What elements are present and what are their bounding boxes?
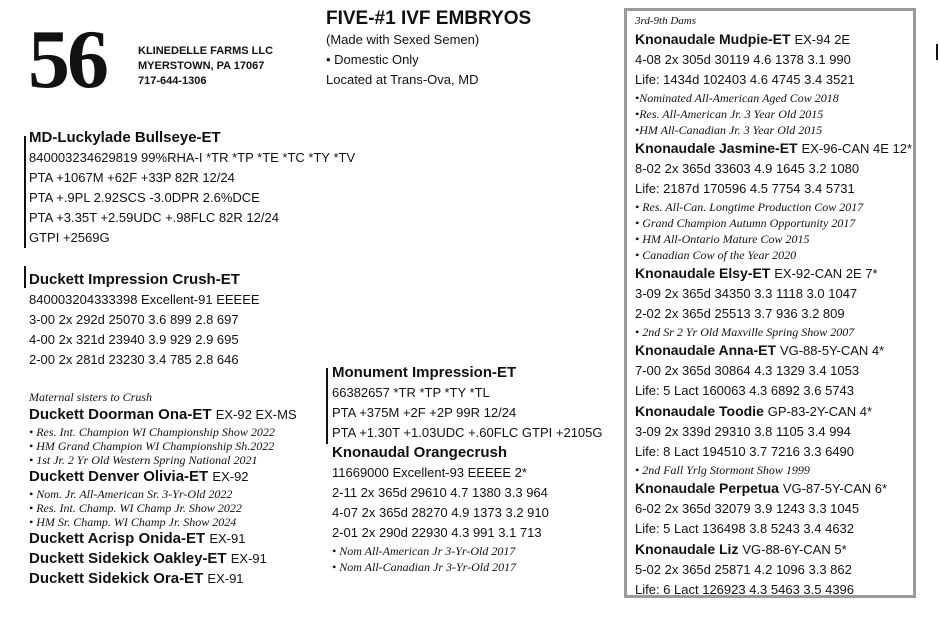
dam-entry-name-text: Knonaudale Elsy-ET	[635, 265, 771, 281]
sister-name-text: Duckett Acrisp Onida-ET	[29, 530, 206, 547]
dam-entry-line: 4-08 2x 305d 30119 4.6 1378 3.1 990	[635, 52, 851, 67]
dam-entry-name	[635, 478, 909, 499]
grandsire-block	[332, 363, 603, 443]
dam-entry-line: Life: 8 Lact 194510 3.7 7216 3.3 6490	[635, 444, 855, 459]
dams-heading: 3rd-9th Dams	[635, 15, 697, 27]
dam-entry-line: Life: 5 Lact 160063 4.3 6892 3.6 5743	[635, 383, 855, 398]
dam-entry-line: Life: 6 Lact 126923 4.3 5463 3.5 4396	[635, 582, 855, 597]
dam-entry-classification: EX-92-CAN 2E 7*	[774, 266, 878, 281]
granddam-note: • Nom All-Canadian Jr 3-Yr-Old 2017	[332, 560, 517, 574]
sire-block	[29, 128, 355, 248]
offer-line: • Domestic Only	[326, 52, 419, 67]
sire-name: MD-Luckylade Bullseye-ET	[29, 129, 221, 146]
sister-note: • Res. Int. Champ. WI Champ Jr. Show 2022	[29, 501, 242, 515]
sister-note: • 1st Jr. 2 Yr Old Western Spring National 2021	[29, 453, 258, 467]
dam-entry-name	[635, 263, 909, 284]
sister-name	[29, 529, 297, 549]
farm-phone: 717-644-1306	[138, 75, 207, 87]
dam-entry-note: •Res. All-American Jr. 3 Year Old 2015	[635, 107, 824, 121]
dam-entry-line: 6-02 2x 365d 32079 3.9 1243 3.3 1045	[635, 501, 860, 516]
sister-name-text: Duckett Sidekick Ora-ET	[29, 570, 204, 587]
sister-note: • HM Sr. Champ. WI Champ Jr. Show 2024	[29, 515, 237, 529]
dam-entry-classification: VG-87-5Y-CAN 6*	[782, 481, 888, 496]
dam-entry-line: 2-02 2x 365d 25513 3.7 936 3.2 809	[635, 306, 845, 321]
farm-name: KLINEDELLE FARMS LLC	[138, 45, 274, 57]
sire-line: 840003234629819 99%RHA-I *TR *TP *TE *TC *TY *TV	[29, 150, 356, 165]
dams-box	[624, 8, 916, 598]
edge-mark	[936, 44, 938, 60]
sister-name	[29, 569, 297, 589]
sire-line: PTA +3.35T +2.59UDC +.98FLC 82R 12/24	[29, 210, 279, 225]
dam-entry-note: • Grand Champion Autumn Opportunity 2017	[635, 216, 856, 230]
granddam-name: Knonaudal Orangecrush	[332, 444, 508, 461]
dam-entry-classification: EX-96-CAN 4E 12*	[801, 141, 913, 156]
dam-entry-name	[635, 138, 913, 159]
sister-note: • Nom. Jr. All-American Sr. 3-Yr-Old 2022	[29, 487, 233, 501]
dam-line: 4-00 2x 321d 23940 3.9 929 2.9 695	[29, 332, 239, 347]
dam-name: Duckett Impression Crush-ET	[29, 271, 240, 288]
sister-name-text: Duckett Denver Olivia-ET	[29, 468, 209, 485]
dam-entry-note: • 2nd Fall Yrlg Stormont Show 1999	[635, 463, 810, 477]
dam-line: 840003204333398 Excellent-91 EEEEE	[29, 292, 260, 307]
offer-line: (Made with Sexed Semen)	[326, 32, 480, 47]
dam-entry-line: Life: 5 Lact 136498 3.8 5243 3.4 4632	[635, 521, 855, 536]
dam-entry-name	[635, 539, 909, 560]
offer-block	[326, 8, 531, 90]
granddam-line: 2-01 2x 290d 22930 4.3 991 3.1 713	[332, 525, 542, 540]
dam-entry-name-text: Knonaudale Jasmine-ET	[635, 140, 798, 156]
dam-entry-note: • Canadian Cow of the Year 2020	[635, 248, 797, 262]
dam-entry-name-text: Knonaudale Liz	[635, 541, 739, 557]
sister-name	[29, 549, 297, 569]
grandsire-line: PTA +1.30T +1.03UDC +.60FLC GTPI +2105G	[332, 425, 603, 440]
granddam-line: 4-07 2x 365d 28270 4.9 1373 3.2 910	[332, 505, 549, 520]
sister-classification: EX-92	[212, 469, 249, 484]
granddam-line: 11669000 Excellent-93 EEEEE 2*	[332, 465, 527, 480]
grandsire-line: 66382657 *TR *TP *TY *TL	[332, 385, 490, 400]
granddam-note: • Nom All-American Jr 3-Yr-Old 2017	[332, 544, 516, 558]
dam-entry-name-text: Knonaudale Perpetua	[635, 480, 779, 496]
dam-entry-name	[635, 401, 909, 422]
dam-entry-note: •Nominated All-American Aged Cow 2018	[635, 91, 839, 105]
sister-note: • Res. Int. Champion WI Championship Show 2022	[29, 425, 275, 439]
sire-line: PTA +.9PL 2.92SCS -3.0DPR 2.6%DCE	[29, 190, 260, 205]
dam-entry-note: • HM All-Ontario Mature Cow 2015	[635, 232, 810, 246]
dam-entry-line: 3-09 2x 365d 34350 3.3 1118 3.0 1047	[635, 286, 858, 301]
granddam-line: 2-11 2x 365d 29610 4.7 1380 3.3 964	[332, 485, 548, 500]
dam-line: 3-00 2x 292d 25070 3.6 899 2.8 697	[29, 312, 239, 327]
sister-classification: EX-92 EX-MS	[215, 407, 297, 422]
sire-line: PTA +1067M +62F +33P 82R 12/24	[29, 170, 235, 185]
dam-line: 2-00 2x 281d 23230 3.4 785 2.8 646	[29, 352, 239, 367]
dam-entry-name	[635, 340, 909, 361]
section-rule	[24, 266, 26, 288]
dam-entry-classification: EX-94 2E	[794, 32, 851, 47]
dam-entry-line: 5-02 2x 365d 25871 4.2 1096 3.3 862	[635, 562, 852, 577]
sister-name-text: Duckett Sidekick Oakley-ET	[29, 550, 227, 567]
dam-entry-name-text: Knonaudale Mudpie-ET	[635, 31, 791, 47]
dam-entry-note: • Res. All-Can. Longtime Production Cow 2017	[635, 200, 864, 214]
sister-classification: EX-91	[230, 551, 267, 566]
dam-entry-classification: VG-88-6Y-CAN 5*	[742, 542, 847, 557]
offer-line: Located at Trans-Ova, MD	[326, 72, 479, 87]
sisters-block	[29, 389, 297, 589]
sire-line: GTPI +2569G	[29, 230, 110, 245]
dam-entry-line: Life: 2187d 170596 4.5 7754 3.4 5731	[635, 181, 855, 196]
dam-entry-note: •HM All-Canadian Jr. 3 Year Old 2015	[635, 123, 823, 137]
section-rule	[326, 368, 328, 444]
dam-entry-name-text: Knonaudale Anna-ET	[635, 342, 777, 358]
grandsire-line: PTA +375M +2F +2P 99R 12/24	[332, 405, 517, 420]
dams-list	[635, 13, 913, 600]
dam-entry-line: Life: 1434d 102403 4.6 4745 3.4 3521	[635, 72, 855, 87]
dam-entry-line: 8-02 2x 365d 33603 4.9 1645 3.2 1080	[635, 161, 860, 176]
farm-location: MYERSTOWN, PA 17067	[138, 60, 265, 72]
dam-entry-note: • 2nd Sr 2 Yr Old Maxville Spring Show 2007	[635, 325, 855, 339]
sister-classification: EX-91	[207, 571, 244, 586]
lot-number: 56	[28, 13, 106, 106]
sister-note: • HM Grand Champion WI Championship Sh.2022	[29, 439, 275, 453]
sister-classification: EX-91	[209, 531, 246, 546]
dam-entry-classification: VG-88-5Y-CAN 4*	[779, 343, 885, 358]
dam-block	[29, 270, 260, 370]
dam-entry-name-text: Knonaudale Toodie	[635, 403, 764, 419]
sisters-heading: Maternal sisters to Crush	[29, 390, 153, 404]
dam-entry-line: 3-09 2x 339d 29310 3.8 1105 3.4 994	[635, 424, 851, 439]
sister-name-text: Duckett Doorman Ona-ET	[29, 406, 212, 423]
offer-title: FIVE-#1 IVF EMBRYOS	[326, 8, 532, 29]
sister-name	[29, 467, 297, 487]
granddam-block	[332, 443, 549, 575]
dam-entry-name	[635, 29, 909, 50]
farm-info	[138, 44, 273, 89]
sister-name	[29, 405, 297, 425]
dam-entry-line: 7-00 2x 365d 30864 4.3 1329 3.4 1053	[635, 363, 860, 378]
dam-entry-classification: GP-83-2Y-CAN 4*	[767, 404, 873, 419]
section-rule	[24, 136, 26, 248]
grandsire-name: Monument Impression-ET	[332, 364, 517, 381]
